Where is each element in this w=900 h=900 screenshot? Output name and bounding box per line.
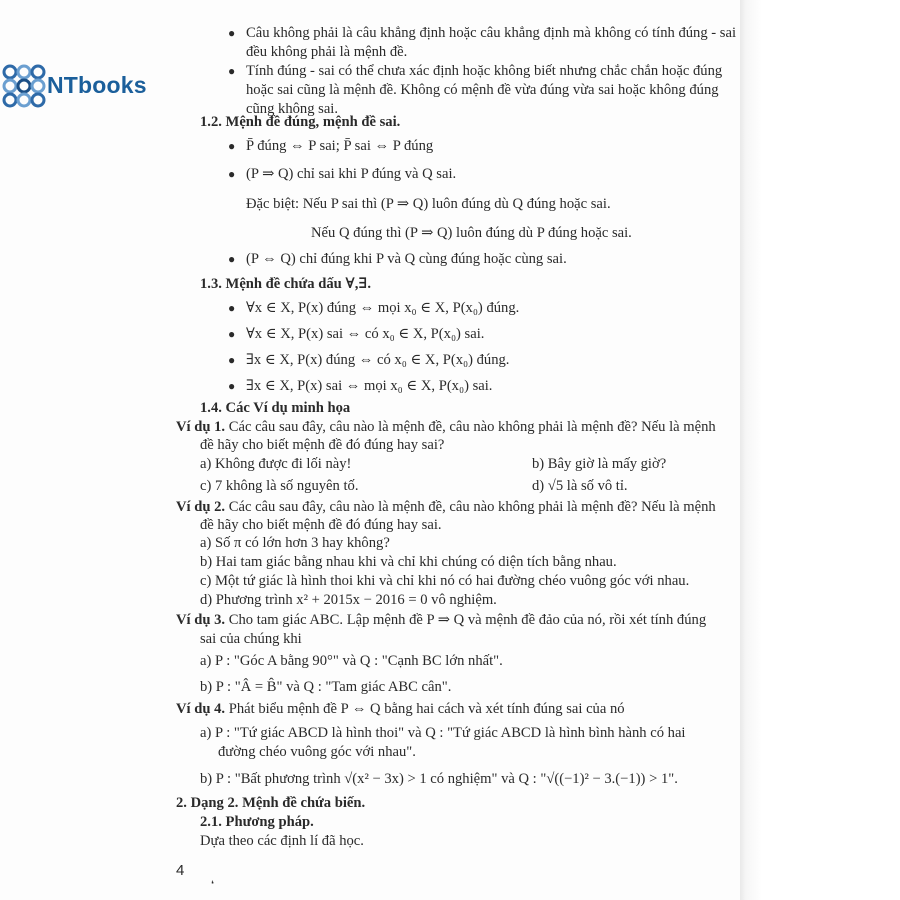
bullet-text: ∃x ∈ X, P(x) đúng ⇔ có x₀ ∈ X, P(x₀) đúng. <box>246 352 510 368</box>
logo-text: NTbooks <box>47 71 147 98</box>
example-2-a: a) Số π có lớn hơn 3 hay không? <box>200 535 390 551</box>
example-4-b: b) P : "Bất phương trình √(x² − 3x) > 1 có nghiệm" và Q : "√((−1)² − 3.(−1)) > 1". <box>200 771 678 787</box>
example-3-line2: sai của chúng khi <box>200 631 302 647</box>
bullet-text: (P ⇒ Q) chỉ sai khi P đúng và Q sai. <box>246 166 457 182</box>
example-1-line <box>176 418 738 437</box>
print-mark: ❛ <box>211 879 214 889</box>
example-1-c: c) 7 không là số nguyên tố. <box>200 478 359 494</box>
section-heading: 1.3. Mệnh đề chứa dấu ∀,∃. <box>200 276 372 292</box>
bullet-dot: ● <box>228 167 236 181</box>
example-text: Các câu sau đây, câu nào là mệnh đề, câu nào không phải là mệnh đề? Nếu là mệnh <box>228 419 716 435</box>
bullet-dot: ● <box>228 353 236 367</box>
bullet-text: ∀x ∈ X, P(x) sai ⇔ có x₀ ∈ X, P(x₀) sai. <box>246 326 485 342</box>
bullet-text: ∀x ∈ X, P(x) đúng ⇔ mọi x₀ ∈ X, P(x₀) đúng. <box>246 300 520 316</box>
bullet-text: ∃x ∈ X, P(x) sai ⇔ mọi x₀ ∈ X, P(x₀) sai. <box>246 378 493 394</box>
example-4-line <box>176 700 738 719</box>
example-1-line2: đề hãy cho biết mệnh đề đó đúng hay sai? <box>200 437 445 453</box>
example-4-a2: đường chéo vuông góc với nhau". <box>218 744 416 760</box>
section-heading: 2. Dạng 2. Mệnh đề chứa biến. <box>176 795 366 811</box>
bullet-dot: ● <box>228 26 236 40</box>
example-3-b: b) P : "Â = B̂" và Q : "Tam giác ABC cân". <box>200 679 452 695</box>
example-text: Phát biểu mệnh đề P ⇔ Q bằng hai cách và xét tính đúng sai của nó <box>228 701 625 717</box>
subsection-heading: 2.1. Phương pháp. <box>200 814 314 830</box>
example-text: Các câu sau đây, câu nào là mệnh đề, câu nào không phải là mệnh đề? Nếu là mệnh <box>228 499 716 515</box>
example-1-d: d) √5 là số vô tỉ. <box>532 478 628 494</box>
bullet-dot: ● <box>228 139 236 153</box>
example-2-line2: đề hãy cho biết mệnh đề đó đúng hay sai. <box>200 517 442 533</box>
bullet-text: P̄ đúng ⇔ P sai; P̄ sai ⇔ P đúng <box>246 138 434 154</box>
paragraph: Dựa theo các định lí đã học. <box>200 833 364 849</box>
example-text: Cho tam giác ABC. Lập mệnh đề P ⇒ Q và mệnh đề đảo của nó, rồi xét tính đúng <box>228 612 707 628</box>
bullet-dot: ● <box>228 301 236 315</box>
example-4-a1: a) P : "Tứ giác ABCD là hình thoi" và Q : "Tứ giác ABCD là hình bình hành có hai <box>200 725 686 741</box>
bullet-dot: ● <box>228 252 236 266</box>
example-label: Ví dụ 1. <box>176 419 226 435</box>
section-heading: 1.4. Các Ví dụ minh họa <box>200 400 351 416</box>
bullet-dot: ● <box>228 327 236 341</box>
page-number: 4 <box>176 862 185 879</box>
section-heading: 1.2. Mệnh đề đúng, mệnh đề sai. <box>200 114 401 130</box>
example-3-a: a) P : "Góc A bằng 90°" và Q : "Cạnh BC lớn nhất". <box>200 653 503 669</box>
example-2-c: c) Một tứ giác là hình thoi khi và chỉ khi nó có hai đường chéo vuông góc với nhau. <box>200 573 690 589</box>
bullet-text: Câu không phải là câu khẳng định hoặc câu khẳng định mà không có tính đúng - sai đều không phải là mệnh đề. <box>246 25 736 60</box>
bullet-dot: ● <box>228 379 236 393</box>
logo-dots-icon <box>0 62 46 108</box>
page-edge-shadow <box>740 0 900 900</box>
example-2-b: b) Hai tam giác bằng nhau khi và chỉ khi chúng có diện tích bằng nhau. <box>200 554 617 570</box>
example-2-d: d) Phương trình x² + 2015x − 2016 = 0 vô nghiệm. <box>200 592 497 608</box>
bullet-text: Tính đúng - sai có thể chưa xác định hoặc không biết nhưng chắc chắn hoặc đúng hoặc sai cũng là mệnh đề. Không có mệnh đề vừa đúng vừa sai hoặc không đúng cũng không sai. <box>246 63 723 117</box>
example-3-line <box>176 611 738 630</box>
example-2-line <box>176 498 738 517</box>
bullet-text: (P ⇔ Q) chỉ đúng khi P và Q cùng đúng hoặc cùng sai. <box>246 251 567 267</box>
example-label: Ví dụ 2. <box>176 499 226 515</box>
ntbooks-logo <box>0 60 160 110</box>
example-label: Ví dụ 4. <box>176 701 226 717</box>
example-label: Ví dụ 3. <box>176 612 226 628</box>
special-case-line: Nếu Q đúng thì (P ⇒ Q) luôn đúng dù P đúng hoặc sai. <box>311 225 632 241</box>
example-1-a: a) Không được đi lối này! <box>200 456 352 472</box>
special-case-line: Đặc biệt: Nếu P sai thì (P ⇒ Q) luôn đúng dù Q đúng hoặc sai. <box>246 196 611 212</box>
example-1-b: b) Bây giờ là mấy giờ? <box>532 456 667 472</box>
bullet-dot: ● <box>228 64 236 78</box>
